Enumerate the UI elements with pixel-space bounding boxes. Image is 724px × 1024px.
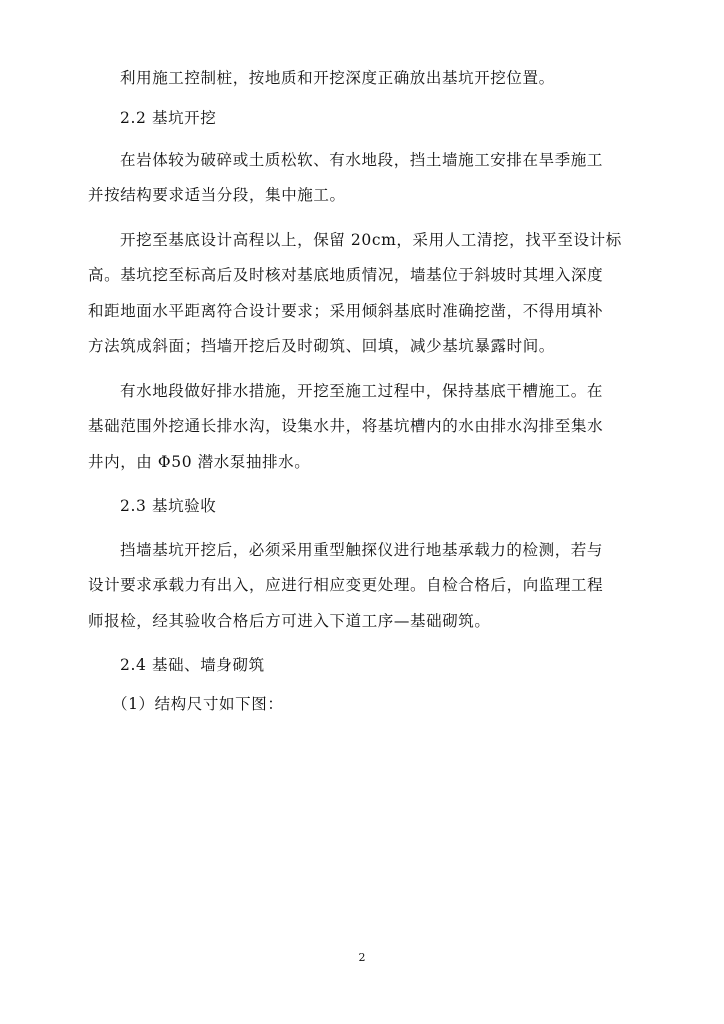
paragraph-line: 设计要求承载力有出入，应进行相应变更处理。自检合格后，向监理工程: [88, 576, 604, 594]
section-heading-2-4: 2.4 基础、墙身砌筑: [120, 656, 265, 674]
paragraph-line: 师报检，经其验收合格后方可进入下道工序—基础砌筑。: [88, 612, 491, 630]
paragraph-line: 并按结构要求适当分段，集中施工。: [88, 186, 346, 204]
paragraph-line: 在岩体较为破碎或土质松软、有水地段，挡土墙施工安排在旱季施工: [120, 151, 604, 169]
paragraph-line: （1）结构尺寸如下图：: [112, 695, 284, 713]
page-number: 2: [358, 951, 366, 964]
paragraph-line: 挡墙基坑开挖后，必须采用重型触探仪进行地基承载力的检测，若与: [120, 541, 604, 559]
paragraph-line: 有水地段做好排水措施，开挖至施工过程中，保持基底干槽施工。在: [120, 382, 604, 400]
paragraph-line: 利用施工控制桩，按地质和开挖深度正确放出基坑开挖位置。: [120, 69, 555, 87]
paragraph-line: 开挖至基底设计高程以上，保留 20cm，采用人工清挖，找平至设计标: [120, 231, 622, 249]
paragraph-line: 和距地面水平距离符合设计要求；采用倾斜基底时准确挖凿，不得用填补: [88, 302, 604, 320]
paragraph-line: 井内，由 Φ50 潜水泵抽排水。: [88, 453, 311, 471]
section-heading-2-3: 2.3 基坑验收: [120, 497, 217, 515]
paragraph-line: 基础范围外挖通长排水沟，设集水井，将基坑槽内的水由排水沟排至集水: [88, 417, 604, 435]
section-heading-2-2: 2.2 基坑开挖: [120, 109, 217, 127]
paragraph-line: 方法筑成斜面；挡墙开挖后及时砌筑、回填，减少基坑暴露时间。: [88, 337, 555, 355]
paragraph-line: 高。基坑挖至标高后及时核对基底地质情况，墙基位于斜坡时其埋入深度: [88, 266, 604, 284]
